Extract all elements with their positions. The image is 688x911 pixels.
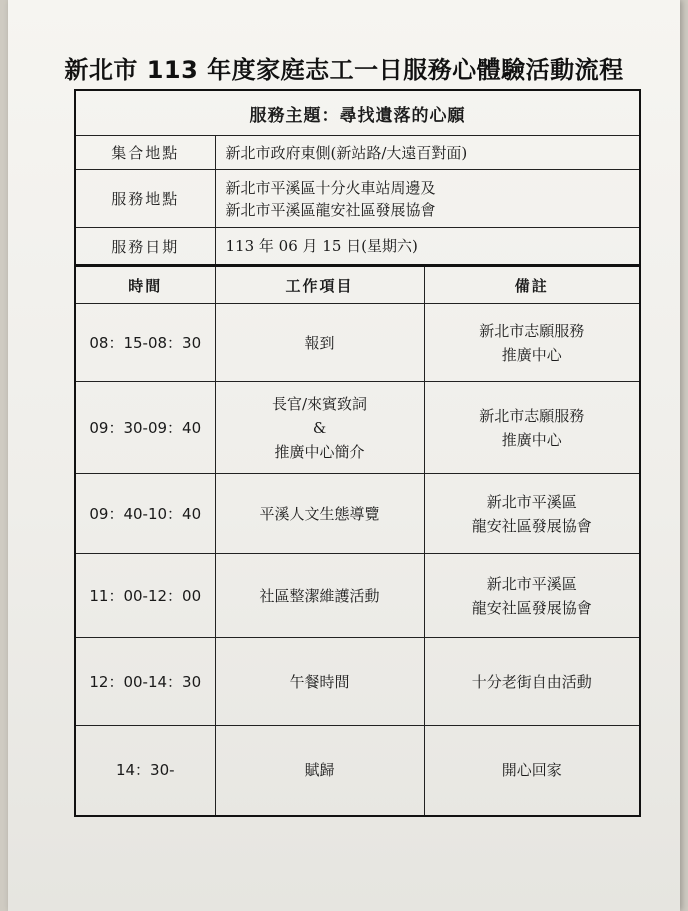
header-row — [75, 266, 640, 304]
header-note: 備註 — [424, 266, 640, 304]
table-row — [75, 638, 640, 726]
info-row-gathering — [75, 136, 640, 170]
note-cell: 新北市志願服務 推廣中心 — [424, 382, 640, 474]
note-cell: 十分老街自由活動 — [424, 638, 640, 726]
info-value: 113 年 06 月 15 日(星期六) — [215, 228, 640, 266]
note-cell: 開心回家 — [424, 726, 640, 816]
item-cell: 社區整潔維護活動 — [215, 554, 424, 638]
time-cell: 09：40-10：40 — [75, 474, 215, 554]
document-title: 新北市 113 年度家庭志工一日服務心體驗活動流程 — [64, 56, 624, 84]
info-value: 新北市政府東側(新站路/大遠百對面) — [215, 136, 640, 170]
info-value: 新北市平溪區十分火車站周邊及 新北市平溪區龍安社區發展協會 — [215, 170, 640, 228]
table-row — [75, 554, 640, 638]
time-cell: 11：00-12：00 — [75, 554, 215, 638]
table-row — [75, 382, 640, 474]
header-item: 工作項目 — [215, 266, 424, 304]
info-label: 服務地點 — [75, 170, 215, 228]
note-cell: 新北市平溪區 龍安社區發展協會 — [424, 554, 640, 638]
info-label: 服務日期 — [75, 228, 215, 266]
info-row-location — [75, 170, 640, 228]
item-cell: 平溪人文生態導覽 — [215, 474, 424, 554]
theme-row — [75, 90, 640, 136]
item-cell: 賦歸 — [215, 726, 424, 816]
header-time: 時間 — [75, 266, 215, 304]
info-label: 集合地點 — [75, 136, 215, 170]
time-cell: 12：00-14：30 — [75, 638, 215, 726]
note-cell: 新北市平溪區 龍安社區發展協會 — [424, 474, 640, 554]
time-cell: 09：30-09：40 — [75, 382, 215, 474]
table-row — [75, 474, 640, 554]
time-cell: 14：30- — [75, 726, 215, 816]
table-row — [75, 726, 640, 816]
time-cell: 08：15-08：30 — [75, 304, 215, 382]
schedule-table — [74, 89, 641, 817]
item-cell: 報到 — [215, 304, 424, 382]
item-cell: 長官/來賓致詞 & 推廣中心簡介 — [215, 382, 424, 474]
info-row-date — [75, 228, 640, 266]
table-row — [75, 304, 640, 382]
item-cell: 午餐時間 — [215, 638, 424, 726]
service-theme: 服務主題：尋找遺落的心願 — [75, 90, 640, 136]
note-cell: 新北市志願服務 推廣中心 — [424, 304, 640, 382]
